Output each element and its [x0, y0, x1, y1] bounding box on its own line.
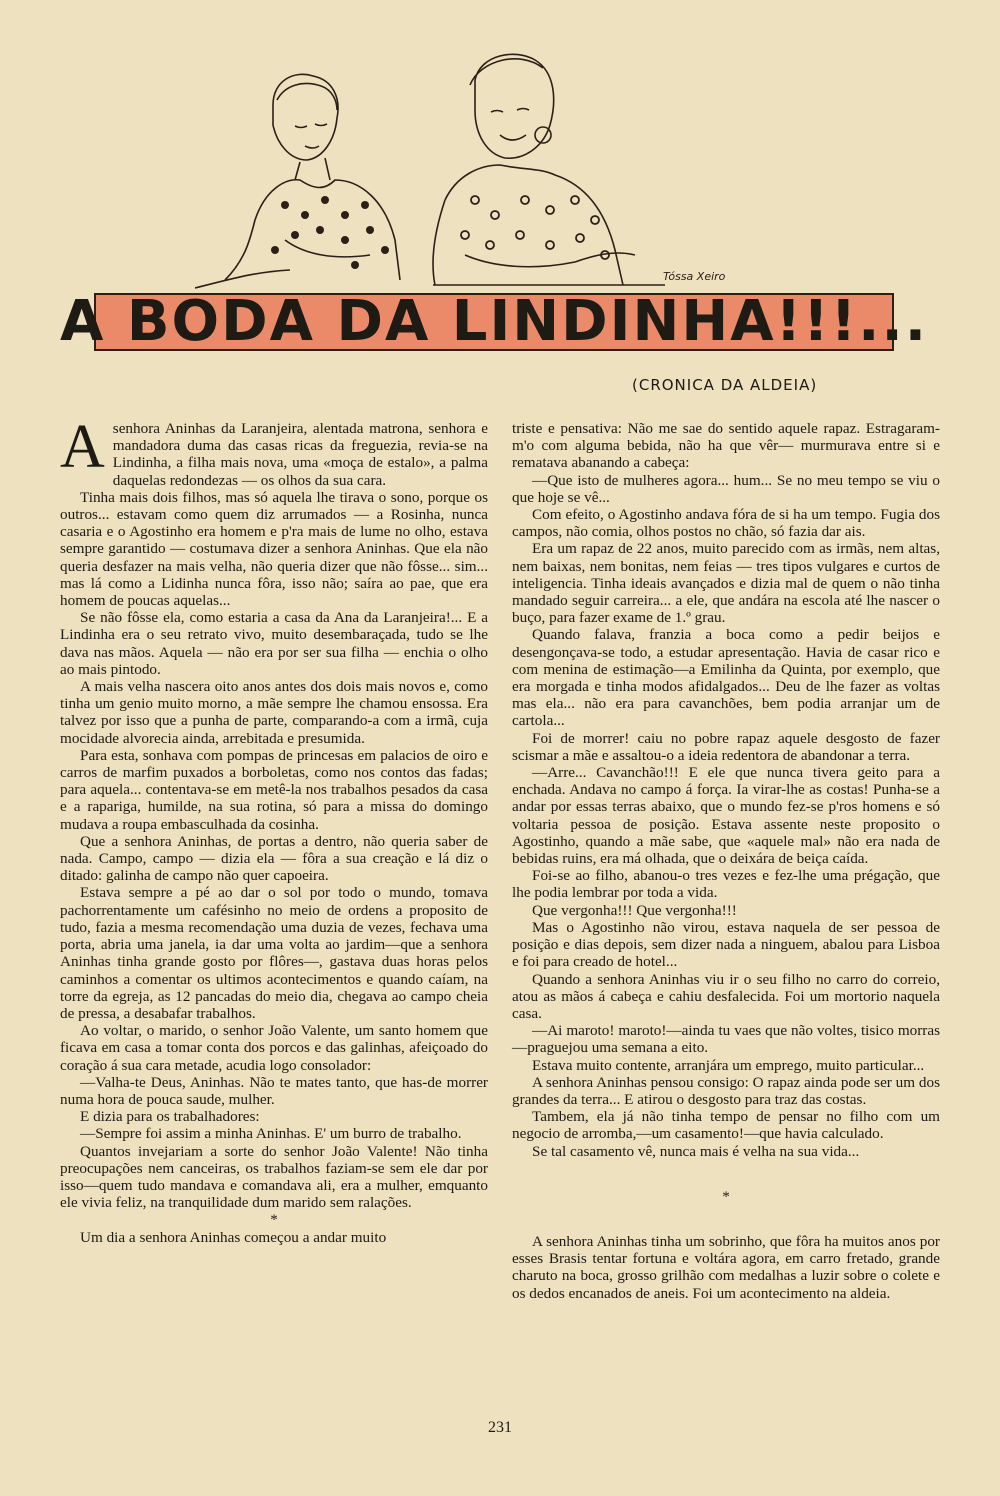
article-title: A BODA DA LINDINHA!!!... — [60, 289, 928, 354]
title-banner — [60, 289, 928, 354]
paragraph: Que vergonha!!! Que vergonha!!! — [532, 901, 737, 919]
spacer — [512, 1160, 940, 1188]
paragraph: —Arre... Cavanchão!!! E ele que nunca tivera geito para a enchada. Andava no campo á força. Ia virar-lhe as costas! Punha-se a andar por essas terras abaixo, que o mundo fez-se p'ros homens e só voltaria pessoa de posição. Estava assente neste proposito o Agostinho, quando a mãe sabe, que «aquele mal» não era nada de bebidas ruins, era má olhada, que o deixára de beiça caída. — [512, 764, 940, 868]
paragraph: Foi-se ao filho, abanou-o tres vezes e fez-lhe uma prégação, que lhe podia lembrar por toda a vida. — [512, 867, 940, 902]
article-subtitle: (CRONICA DA ALDEIA) — [632, 376, 818, 394]
paragraph: Tambem, ela já não tinha tempo de pensar no filho com um negocio de arromba,—um casamento!—que havia calculado. — [512, 1108, 940, 1143]
paragraph: Asenhora Aninhas da Laranjeira, alentada matrona, senhora e mandadora duma das casas ricas da freguezia, revia-se na Lindinha, a filha mais nova, uma «moça de estalo», a palma daquelas redondezas — os olhos da sua cara. — [60, 413, 488, 489]
paragraph: Estava sempre a pé ao dar o sol por todo o mundo, tomava pachorrentamente um cafésinho no meio de ordens a proposito de tudo, fazia a mesma recomendação uma duzia de vezes, fechava uma porta, abria uma janela, ia dar uma volta ao jardim—que a senhora Aninhas tinha grande gosto por flôres—, gastava duas horas pelos caminhos a comentar os ultimos acontecimentos e quando caíam, na torre da egreja, as 12 pancadas do meio dia, chegava ao campo cheia de pressa, a desabafar trabalhos. — [60, 884, 488, 1022]
paragraph: Quantos invejariam a sorte do senhor João Valente! Não tinha preocupações nem canceiras, os trabalhos faziam-se sem ele dar por isso—quem tudo mandava e comandava ali, era a mulher, emquanto ele vivia feliz, na tranquilidade dum marido sem ralações. — [60, 1142, 488, 1212]
section-separator: * — [722, 1187, 730, 1205]
paragraph: A senhora Aninhas tinha um sobrinho, que fôra ha muitos anos por esses Brasis tentar fortuna e voltára agora, em carro fretado, grande charuto na boca, grosso grilhão com medalhas a luzir sobre o colete e os dedos encanados de aneis. Foi um acontecimento na aldeia. — [512, 1232, 940, 1302]
paragraph: —Valha-te Deus, Aninhas. Não te mates tanto, que has-de morrer numa hora de pouca saude, mulher. — [60, 1073, 488, 1108]
paragraph: —Que isto de mulheres agora... hum... Se no meu tempo se viu o que hoje se vê... — [512, 471, 940, 506]
paragraph: A mais velha nascera oito anos antes dos dois mais novos e, como tinha um genio muito morno, a mãe sempre lhe chamou ensossa. Era talvez por isso que a punha de parte, comparando-a com a irmã, cuja mocidade alvorecia ainda, arrebitada e presumida. — [60, 678, 488, 747]
paragraph: —Ai maroto! maroto!—ainda tu vaes que não voltes, tisico morras—praguejou uma semana a eito. — [512, 1022, 940, 1057]
paragraph: Mas o Agostinho não virou, estava naquela de ser pessoa de posição e dias depois, sem dizer nada a ninguem, abalou para Lisboa e foi para creado de hotel... — [512, 918, 940, 971]
paragraph: E dizia para os trabalhadores: — [80, 1108, 260, 1126]
paragraph: Se tal casamento vê, nunca mais é velha na sua vida... — [532, 1142, 860, 1160]
paragraph: Ao voltar, o marido, o senhor João Valente, um santo homem que ficava em casa a tomar conta dos porcos e das galinhas, afeiçoado do coração á sua cara metade, acudia logo consolador: — [60, 1022, 488, 1074]
paragraph: Para esta, sonhava com pompas de princesas em palacios de oiro e carros de marfim puxados a borboletas, como nos contos das fadas; para aquela... contentava-se em metê-la nos trabalhos pesados da casa e a rapariga, humilde, na sua rotina, só para a missa do domingo mudava a roupa embasculhada da cosinha. — [60, 746, 488, 833]
paragraph: Se não fôsse ela, como estaria a casa da Ana da Laranjeira!... E a Lindinha era o seu retrato vivo, muito desembaraçada, tudo se lhe dava nas mãos. Aquela — não era por ser sua filha — enchia o olho ao mais pintodo. — [60, 609, 488, 678]
page-number: 231 — [488, 1419, 512, 1436]
paragraph: Quando a senhora Aninhas viu ir o seu filho no carro do correio, atou as mãos á cabeça e cahiu desfalecida. Foi um mortorio naquela casa. — [512, 970, 940, 1022]
left-column — [60, 413, 488, 1246]
drop-cap: A — [60, 413, 105, 481]
two-women-illustration — [195, 40, 715, 295]
right-column — [512, 420, 940, 1302]
paragraph: Era um rapaz de 22 anos, muito parecido com as irmãs, nem altas, nem baixas, nem bonitas, nem feias — tres tipos vulgares e curtos de inteligencia. Tinha ideais avançados e dizia mal de quem o não tinha mandado seguir carreira... a ele, que andára na escola até lhe nascer o buço, para fazer exame de 1.º grau. — [512, 540, 940, 627]
paragraph: —Sempre foi assim a minha Aninhas. E' um burro de trabalho. — [80, 1125, 462, 1143]
paragraph: A senhora Aninhas pensou consigo: O rapaz ainda pode ser um dos grandes da terra... E atirou o desgosto para traz das costas. — [512, 1073, 940, 1108]
paragraph: Quando falava, franzia a boca como a pedir beijos e desengonçava-se todo, a estudar apresentação. Havia de casar rico e com menina de estimação—a Emilinha da Quinta, por exemplo, que era morgada e tinha modos afidalgados... Deu de lhe fazer as voltas mas ela... não era para cavanchões, bem podia arranjar um de cartola... — [512, 626, 940, 730]
artist-signature: Tóssa Xeiro — [663, 270, 726, 283]
paragraph: triste e pensativa: Não me sae do sentido aquele rapaz. Estragaram-m'o com alguma bebida, não ha que vêr— murmurava entre si e rematava abanando a cabeça: — [512, 420, 940, 472]
paragraph: Tinha mais dois filhos, mas só aquela lhe tirava o sono, porque os outros... estavam como quem diz arrumados — a Rosinha, nunca casaria e o Agostinho era homem e p'ra mais de lume no olho, estava sempre garantido — costumava dizer a senhora Aninhas. Que ela não queria desfazer na mais velha, não queria dizer que não fôsse... sim... mas lá como a Lidinha nunca fôra, isso não; saíra ao pae, que era homem de poucas aquelas... — [60, 488, 488, 610]
paragraph: Foi de morrer! caiu no pobre rapaz aquele desgosto de fazer scismar a mãe e assaltou-o a ideia redentora de abandonar a terra. — [512, 729, 940, 764]
paragraph: Estava muito contente, arranjára um emprego, muito particular... — [532, 1056, 925, 1074]
spacer — [512, 1205, 940, 1233]
paragraph: Que a senhora Aninhas, de portas a dentro, não queria saber de nada. Campo, campo — dizia ela — fôra a sua creação e lá diz o ditado: galinha de campo não quer capoeira. — [60, 832, 488, 885]
paragraph: Com efeito, o Agostinho andava fóra de si ha um tempo. Fugia dos campos, não comia, olhos postos no chão, só fazia dar ais. — [512, 506, 940, 541]
paragraph: Um dia a senhora Aninhas começou a andar muito — [80, 1228, 387, 1246]
section-separator: * — [270, 1211, 278, 1229]
